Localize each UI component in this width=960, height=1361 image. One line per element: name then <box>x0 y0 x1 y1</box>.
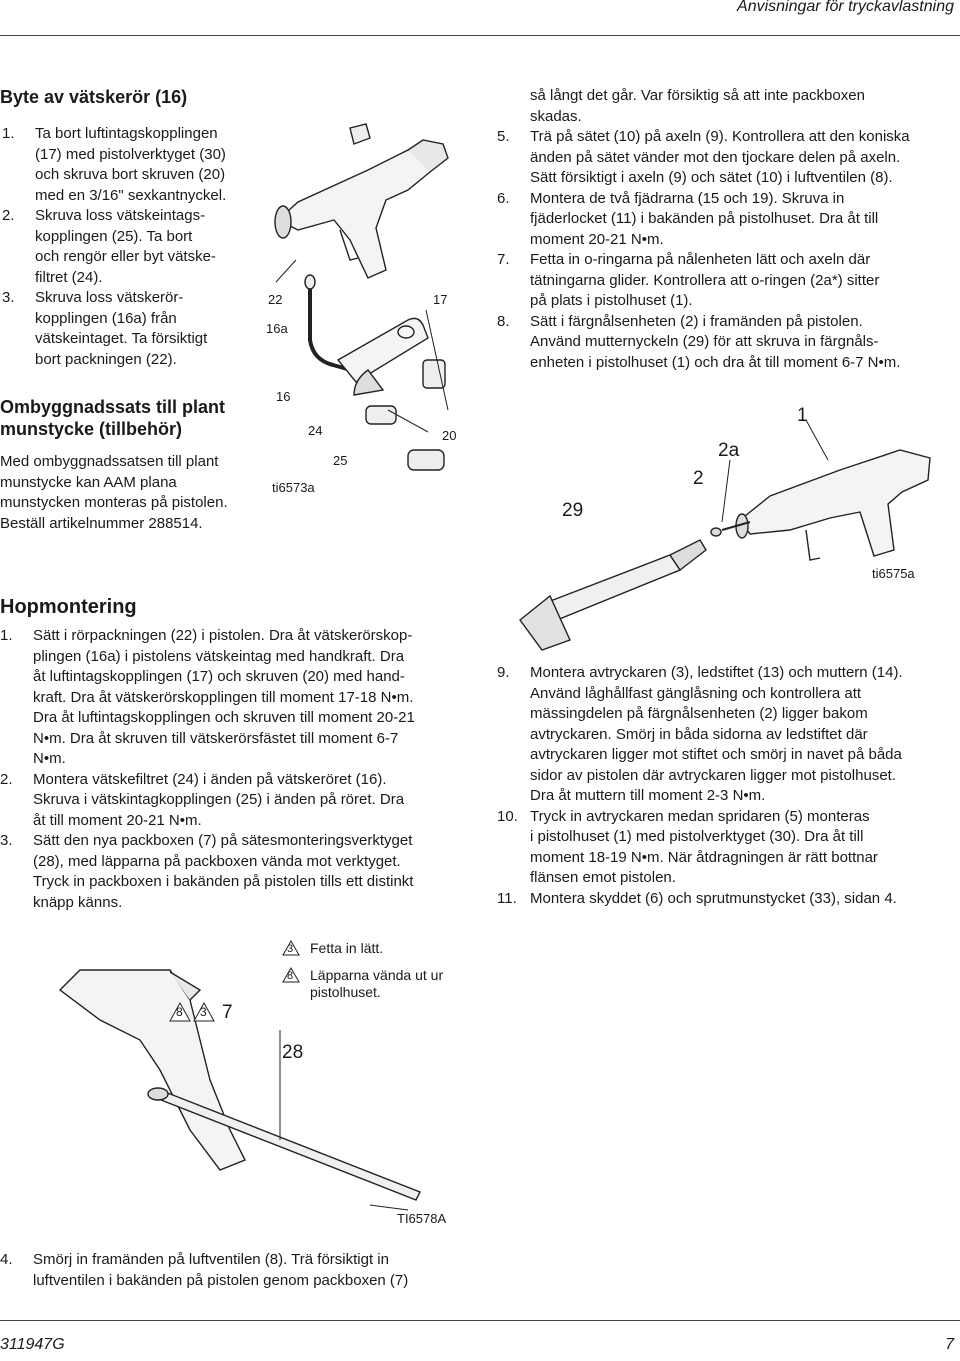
running-header: Anvisningar för tryckavlastning <box>737 0 954 15</box>
page-number: 7 <box>945 1336 954 1353</box>
leader-line <box>806 420 828 460</box>
step-item: 5. Trä på sätet (10) på axeln (9). Kontrollera att den koniska änden på sätet vänder mot den tjockare delen på axeln. Sätt försiktigt i axeln (9) och sätet (10) i luftventilen (8). <box>497 128 910 186</box>
right-bottom-column <box>497 663 957 909</box>
step-item: 7. Fetta in o-ringarna på nålenheten lätt och axeln där tätningarna glider. Kontrollera att o-ringen (2a*) sitter på plats i pistolhuset (1). <box>497 251 880 309</box>
section-title: Hopmontering <box>0 596 137 618</box>
spray-gun-illustration <box>60 970 245 1170</box>
spray-gun-illustration <box>736 450 930 560</box>
figure-fluid-tube <box>258 110 498 510</box>
steps-list <box>497 127 957 373</box>
callout-7: 7 <box>222 1002 233 1023</box>
leader-line <box>722 460 730 522</box>
step-item: 10. Tryck in avtryckaren medan spridaren (5) monteras i pistolhuset (1) med pistolverktyget (30). Dra åt till moment 18-19 N•m. När åtdragningen är rätt bottnar flänsen emot pistolen. <box>497 807 878 886</box>
inlet-coupling-illustration <box>408 450 444 470</box>
callout-24: 24 <box>308 423 323 438</box>
figure-ref: ti6573a <box>272 480 315 495</box>
callout-20: 20 <box>442 428 457 443</box>
packing-illustration <box>148 1088 168 1100</box>
figure-packing-tool <box>40 960 470 1230</box>
steps-list <box>2 124 260 370</box>
leader-line <box>370 1205 408 1210</box>
callout-22: 22 <box>268 292 283 307</box>
callout-17: 17 <box>433 292 448 307</box>
callout-16: 16 <box>276 389 291 404</box>
step-item: 2. Skruva loss vätskeintags- kopplingen (25). Ta bort och rengör eller byt vätske- filtret (24). <box>2 207 216 286</box>
callout-28: 28 <box>282 1042 304 1063</box>
callout-symbol-3: 3 <box>200 1005 207 1019</box>
step-item: 2. Montera vätskefiltret (24) i änden på vätskeröret (16). Skruva i vätskintagkopplingen (25) i änden på röret. Dra åt till moment 20-21 N•m. <box>0 770 405 829</box>
callout-16a: 16a <box>266 321 288 336</box>
step-item: 11. Montera skyddet (6) och sprutmunstycket (33), sidan 4. <box>497 889 897 907</box>
figure-ref: ti6575a <box>872 566 915 581</box>
o-ring-illustration <box>711 528 721 536</box>
steps-list <box>0 626 470 913</box>
callout-29: 29 <box>562 500 584 521</box>
steps-list <box>497 663 957 909</box>
filter-illustration <box>366 406 396 424</box>
section-reassembly <box>0 596 470 913</box>
seat-tool-illustration <box>156 1090 420 1200</box>
callout-1: 1 <box>797 405 808 426</box>
section-title: Byte av vätskerör (16) <box>0 87 188 107</box>
spray-gun-illustration <box>275 124 448 278</box>
fluid-tube-nut <box>305 275 315 289</box>
callout-symbol-8: 8 <box>176 1005 183 1019</box>
legend-item: 3 Fetta in lätt. <box>282 940 443 957</box>
step-item: 3. Skruva loss vätskerör- kopplingen (16a) från vätskeintaget. Ta försiktigt bort packningen (22). <box>2 289 208 368</box>
section-fluid-tube <box>0 86 260 370</box>
step-item: 1. Ta bort luftintagskopplingen (17) med pistolverktyget (30) och skruva bort skruven (20) med en 3/16" sexkantnyckel. <box>2 125 227 204</box>
continued-paragraph: så långt det går. Var försiktig så att inte packboxen skadas. <box>530 87 865 125</box>
figure-needle-assembly <box>510 400 955 650</box>
leader-line <box>276 260 296 282</box>
doc-number: 311947G <box>0 1336 65 1353</box>
step-4 <box>0 1250 480 1291</box>
nut-wrench-illustration <box>520 540 706 650</box>
section-kit <box>0 396 270 534</box>
callout-25: 25 <box>333 453 348 468</box>
step-item: 3. Sätt den nya packboxen (7) på sätesmonteringsverktyget (28), med läpparna på packboxen vända mot verktyget. Tryck in packboxen i bakänden på pistolen tills ett distinkt knäpp känns. <box>0 832 414 911</box>
step-item: 1. Sätt i rörpackningen (22) i pistolen. Dra åt vätskerörskop- plingen (16a) i pistolens vätskeintag med handkraft. Dra åt luftintagskopplingen (17) och skruven (20) med hand- kraft. Dra åt vätskerörskopplingen till moment 17-18 N•m. Dra åt luftintagskopplingen och skruven till moment 20-21 N•m. Dra åt skruven till vätskerörsfästet till moment 6-7 N•m. <box>0 627 415 767</box>
step-item: 4. Smörj in framänden på luftventilen (8). Trä försiktigt in luftventilen i bakänden på pistolen genom packboxen (7) <box>0 1251 409 1289</box>
air-coupling-illustration <box>423 360 445 388</box>
figure-ref: TI6578A <box>397 1211 447 1226</box>
step-item: 8. Sätt i färgnålsenheten (2) i framänden på pistolen. Använd mutternyckeln (29) för att skruva in färgnåls- enheten i pistolhuset (1) och dra åt till moment 6-7 N•m. <box>497 312 901 371</box>
step-item: 9. Montera avtryckaren (3), ledstiftet (13) och muttern (14). Använd låghållfast gänglåsning och kontrollera att mässingdelen på färgnålsenheten (2) ligger bakom avtryckaren. Smörj in båda sidorna av ledstiftet där avtryckaren ligger mot stiftet och smörj in navet på båda sidor av pistolen där avtryckaren ligger mot pistolhuset. Dra åt muttern till moment 2-3 N•m. <box>497 664 903 804</box>
kit-paragraph: Med ombyggnadssatsen till plant munstycke kan AAM plana munstycken monteras på pistolen. Beställ artikelnummer 288514. <box>0 453 228 532</box>
steps-list <box>0 1250 480 1291</box>
section-title: Ombyggnadssats till plant munstycke (tillbehör) <box>0 397 226 439</box>
header-rule <box>0 35 960 36</box>
bracket-illustration <box>338 318 428 382</box>
callout-2: 2 <box>693 468 704 489</box>
callout-2a: 2a <box>718 440 740 461</box>
step-item: 6. Montera de två fjädrarna (15 och 19). Skruva in fjäderlocket (11) i bakänden på pistolhuset. Dra åt till moment 20-21 N•m. <box>497 189 879 248</box>
right-top-column <box>497 86 957 373</box>
legend-item: 8 Läpparna vända ut ur pistolhuset. <box>282 967 443 1001</box>
footer-rule <box>0 1320 960 1321</box>
